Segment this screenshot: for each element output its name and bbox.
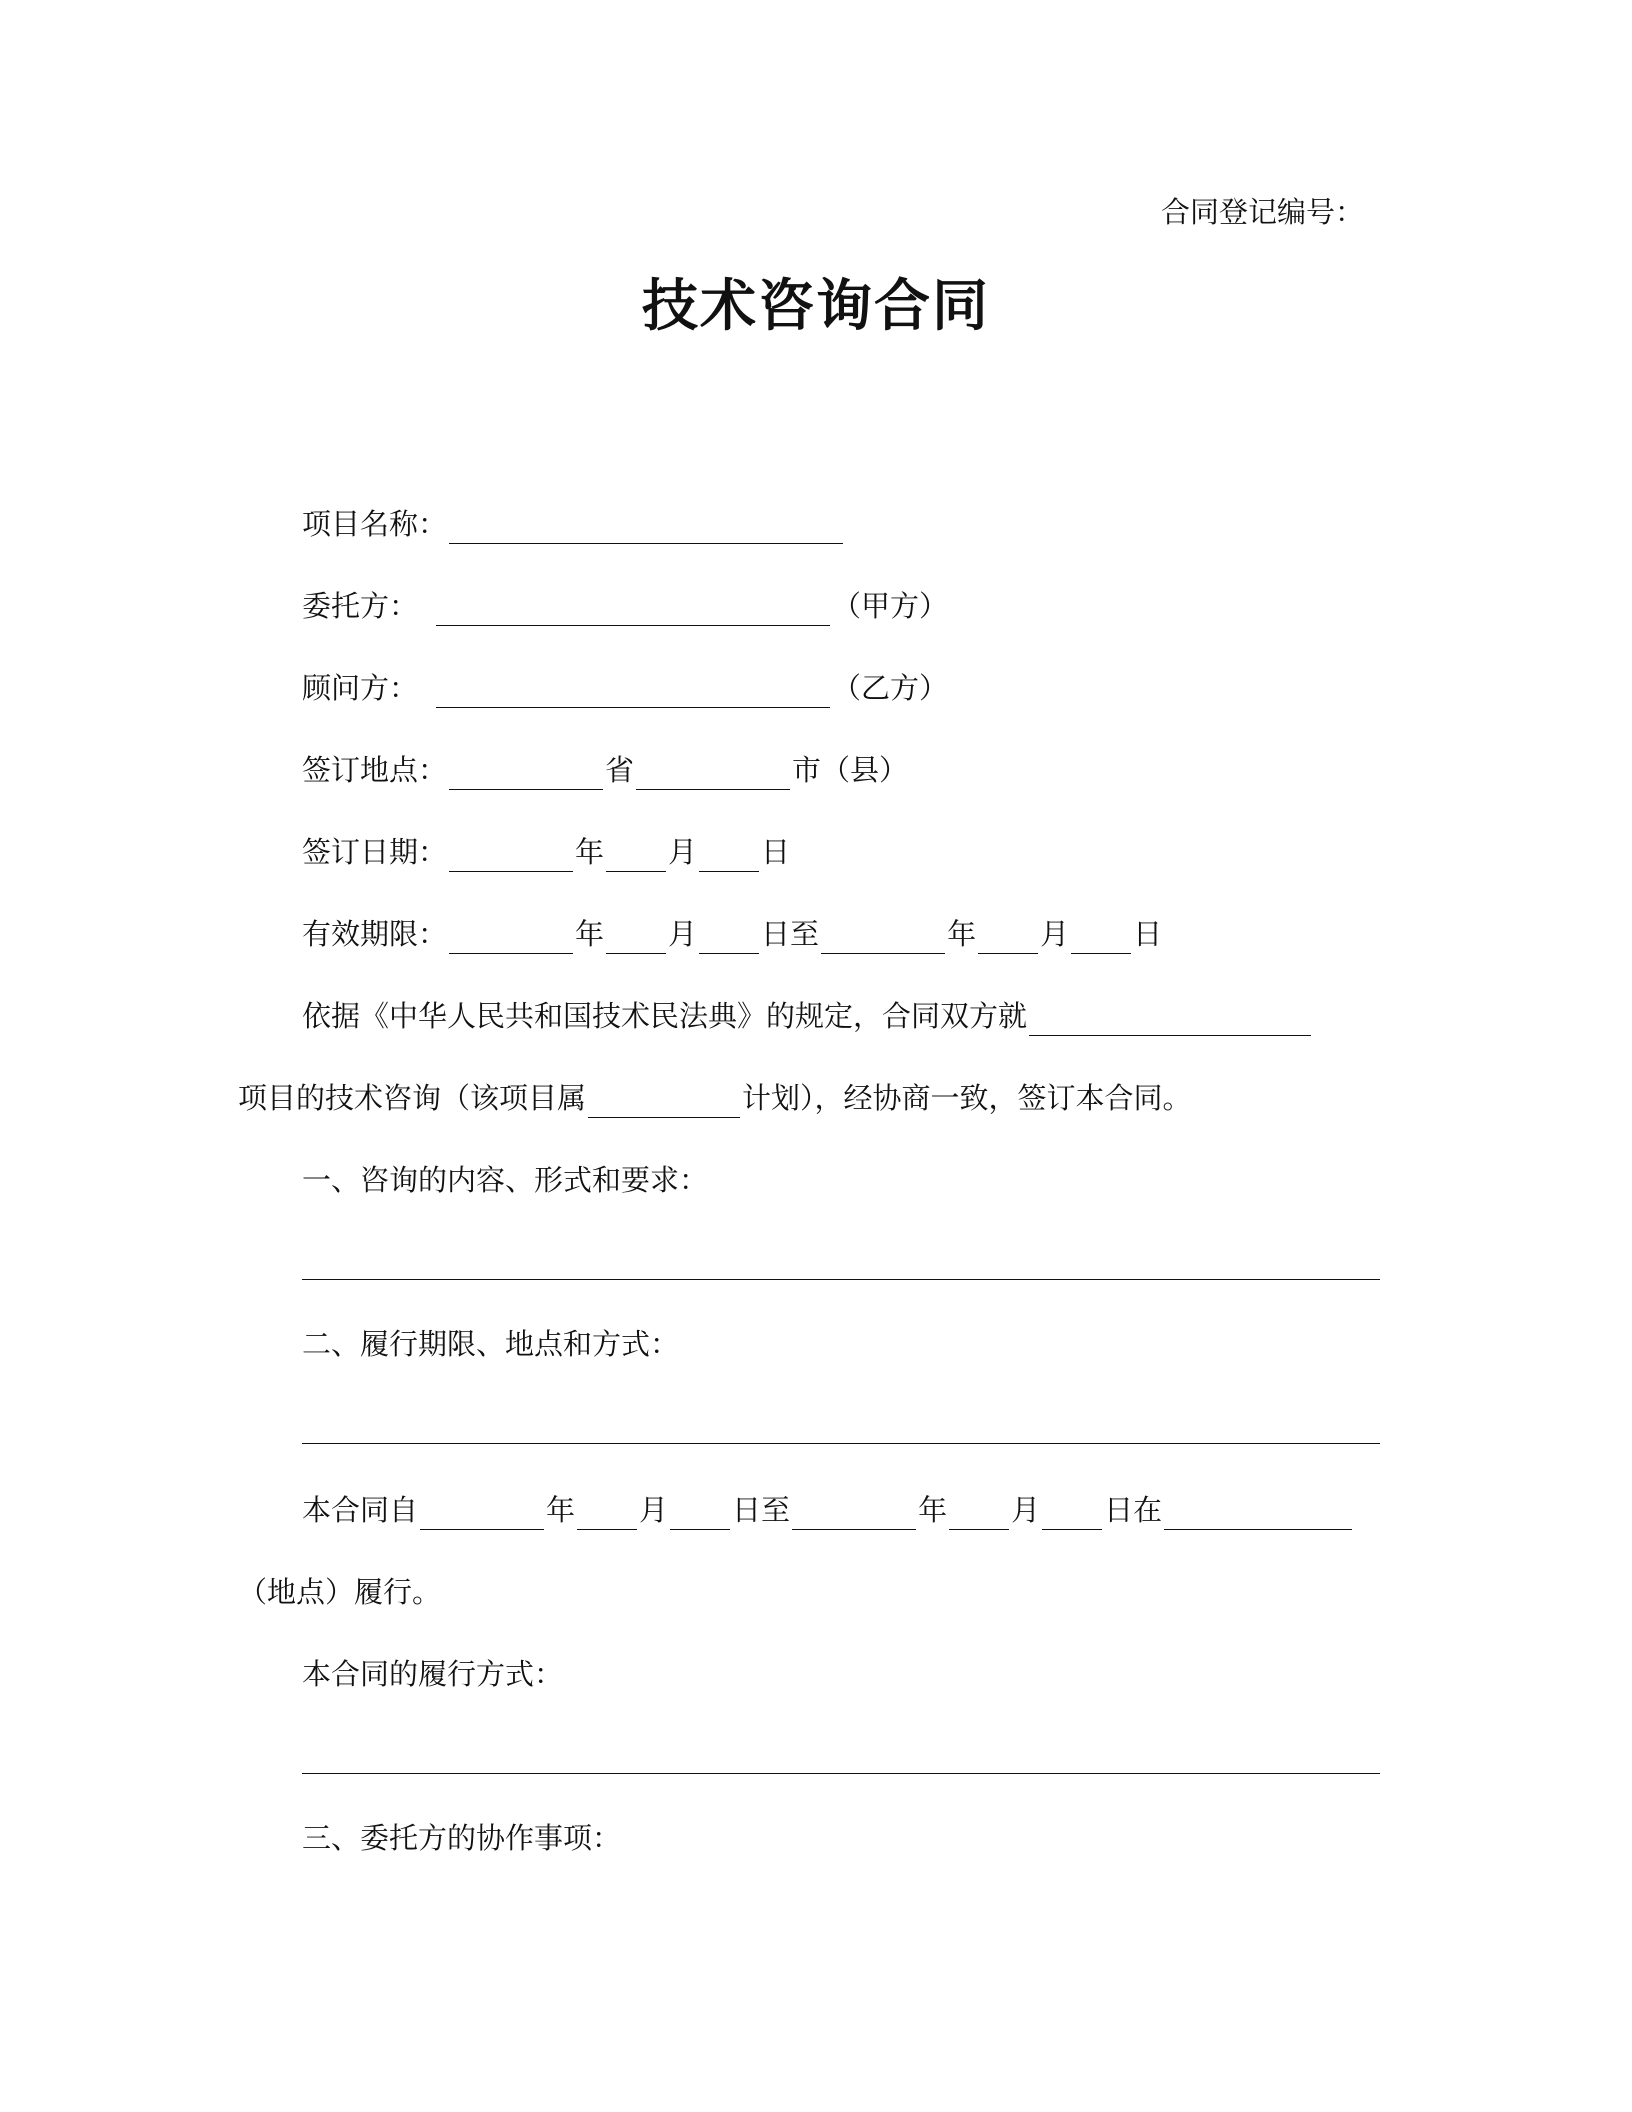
registration-number-label: 合同登记编号： bbox=[1160, 195, 1364, 229]
month-text: 月 bbox=[668, 917, 698, 951]
preamble-text-2b: 计划），经协商一致，签订本合同。 bbox=[742, 1081, 1192, 1115]
method-blank-line[interactable] bbox=[302, 1773, 1380, 1774]
month-text: 月 bbox=[1011, 1493, 1041, 1527]
month-text: 月 bbox=[639, 1493, 669, 1527]
sign-place-label: 签订地点： bbox=[302, 753, 448, 787]
sign-day-blank[interactable] bbox=[699, 841, 759, 872]
plan-blank[interactable] bbox=[588, 1087, 740, 1118]
consultant-row bbox=[302, 668, 948, 708]
province-blank[interactable] bbox=[449, 759, 603, 790]
section-2-blank-line[interactable] bbox=[302, 1443, 1380, 1444]
section-1-blank-line[interactable] bbox=[302, 1279, 1380, 1280]
consultant-label: 顾问方： bbox=[302, 671, 419, 705]
term-start-day-blank[interactable] bbox=[670, 1499, 730, 1530]
day-to-text: 日至 bbox=[732, 1493, 791, 1527]
sign-year-blank[interactable] bbox=[449, 841, 573, 872]
day-at-text: 日在 bbox=[1104, 1493, 1163, 1527]
preamble-text-2a: 项目的技术咨询（该项目属 bbox=[238, 1081, 587, 1115]
project-name-blank[interactable] bbox=[449, 513, 843, 544]
month-text: 月 bbox=[668, 835, 698, 869]
term-place-line: （地点）履行。 bbox=[238, 1575, 442, 1609]
validity-end-day-blank[interactable] bbox=[1071, 923, 1131, 954]
validity-start-day-blank[interactable] bbox=[699, 923, 759, 954]
project-name-label: 项目名称： bbox=[302, 507, 448, 541]
validity-row bbox=[302, 914, 1162, 954]
validity-end-month-blank[interactable] bbox=[978, 923, 1038, 954]
sign-date-label: 签订日期： bbox=[302, 835, 448, 869]
term-prefix: 本合同自 bbox=[302, 1493, 419, 1527]
term-place-blank[interactable] bbox=[1164, 1499, 1352, 1530]
section-3-heading: 三、委托方的协作事项： bbox=[302, 1821, 622, 1855]
year-text: 年 bbox=[918, 1493, 948, 1527]
section-1-heading: 一、咨询的内容、形式和要求： bbox=[302, 1163, 709, 1197]
sign-place-row bbox=[302, 750, 908, 790]
day-text: 日 bbox=[761, 835, 791, 869]
method-heading: 本合同的履行方式： bbox=[302, 1657, 564, 1691]
term-row bbox=[302, 1490, 1354, 1530]
client-label: 委托方： bbox=[302, 589, 419, 623]
sign-month-blank[interactable] bbox=[606, 841, 666, 872]
term-start-month-blank[interactable] bbox=[577, 1499, 637, 1530]
project-name-row bbox=[302, 504, 845, 544]
client-blank[interactable] bbox=[436, 595, 830, 626]
validity-label: 有效期限： bbox=[302, 917, 448, 951]
document-title: 技术咨询合同 bbox=[642, 274, 990, 339]
year-text: 年 bbox=[546, 1493, 576, 1527]
preamble-line-2 bbox=[238, 1078, 1192, 1118]
client-row bbox=[302, 586, 948, 626]
project-topic-blank[interactable] bbox=[1029, 1005, 1311, 1036]
day-to-text: 日至 bbox=[761, 917, 820, 951]
day-text: 日 bbox=[1133, 917, 1163, 951]
consultant-suffix: （乙方） bbox=[832, 671, 949, 705]
term-end-month-blank[interactable] bbox=[949, 1499, 1009, 1530]
validity-end-year-blank[interactable] bbox=[821, 923, 945, 954]
month-text: 月 bbox=[1040, 917, 1070, 951]
city-county-text: 市（县） bbox=[792, 753, 909, 787]
city-blank[interactable] bbox=[636, 759, 790, 790]
preamble-line-1 bbox=[302, 996, 1313, 1036]
year-text: 年 bbox=[575, 917, 605, 951]
sign-date-row bbox=[302, 832, 790, 872]
term-start-year-blank[interactable] bbox=[420, 1499, 544, 1530]
preamble-text-1: 依据《中华人民共和国技术民法典》的规定，合同双方就 bbox=[302, 999, 1028, 1033]
year-text: 年 bbox=[575, 835, 605, 869]
consultant-blank[interactable] bbox=[436, 677, 830, 708]
year-text: 年 bbox=[947, 917, 977, 951]
term-end-day-blank[interactable] bbox=[1042, 1499, 1102, 1530]
term-end-year-blank[interactable] bbox=[792, 1499, 916, 1530]
validity-start-month-blank[interactable] bbox=[606, 923, 666, 954]
section-2-heading: 二、履行期限、地点和方式： bbox=[302, 1327, 680, 1361]
province-text: 省 bbox=[605, 753, 635, 787]
validity-start-year-blank[interactable] bbox=[449, 923, 573, 954]
client-suffix: （甲方） bbox=[832, 589, 949, 623]
